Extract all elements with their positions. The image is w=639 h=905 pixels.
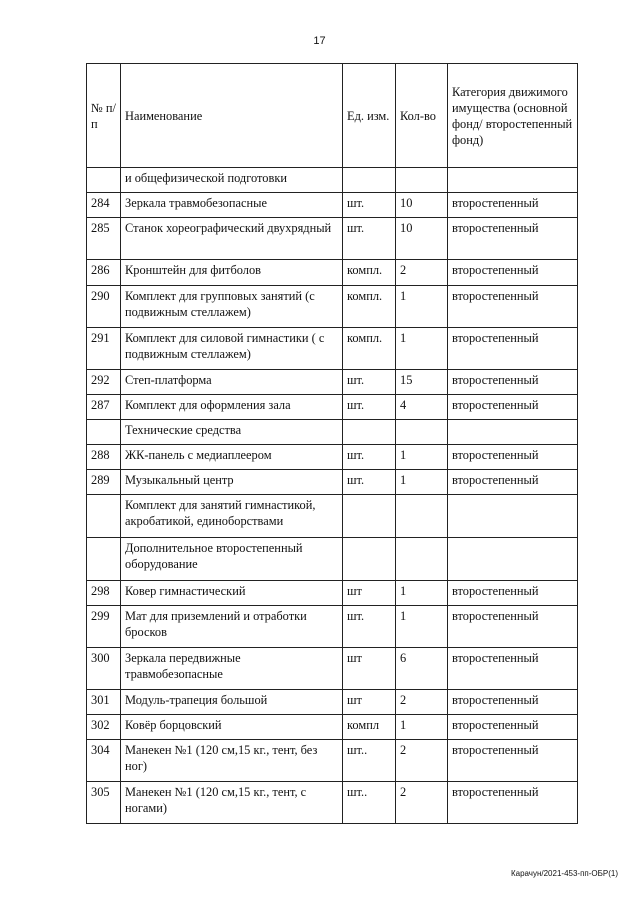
- cell-qty: 4: [396, 395, 448, 420]
- table-row: [87, 606, 578, 648]
- table-row: [87, 395, 578, 420]
- cell-category: второстепенный: [448, 690, 578, 715]
- cell-unit: шт.: [343, 370, 396, 395]
- table-row: [87, 193, 578, 218]
- cell-num: 288: [87, 445, 121, 470]
- table-row: [87, 648, 578, 690]
- cell-category: [448, 168, 578, 193]
- table-row: [87, 538, 578, 581]
- cell-num: 302: [87, 715, 121, 740]
- cell-unit: [343, 168, 396, 193]
- cell-name: Зеркала травмобезопасные: [121, 193, 343, 218]
- cell-name: Манекен №1 (120 см,15 кг., тент, без ног): [121, 740, 343, 782]
- cell-unit: шт.: [343, 218, 396, 260]
- cell-category: второстепенный: [448, 395, 578, 420]
- table-row: [87, 260, 578, 286]
- table-row: [87, 445, 578, 470]
- cell-qty: 1: [396, 328, 448, 370]
- cell-category: второстепенный: [448, 470, 578, 495]
- cell-name: Зеркала передвижные травмобезопасные: [121, 648, 343, 690]
- cell-name: Станок хореографический двухрядный: [121, 218, 343, 260]
- cell-unit: шт.: [343, 395, 396, 420]
- cell-num: 287: [87, 395, 121, 420]
- table-row: [87, 218, 578, 260]
- header-category: Категория движимого имущества (основной фонд/ второстепенный фонд): [448, 64, 578, 168]
- table-row: [87, 328, 578, 370]
- cell-name: Ковёр борцовский: [121, 715, 343, 740]
- cell-category: второстепенный: [448, 581, 578, 606]
- table-row: [87, 740, 578, 782]
- cell-category: [448, 495, 578, 538]
- cell-num: [87, 420, 121, 445]
- cell-qty: 2: [396, 740, 448, 782]
- cell-name: Комплект для силовой гимнастики ( с подвижным стеллажем): [121, 328, 343, 370]
- cell-name: Музыкальный центр: [121, 470, 343, 495]
- cell-unit: шт.: [343, 193, 396, 218]
- cell-category: второстепенный: [448, 286, 578, 328]
- cell-unit: компл.: [343, 286, 396, 328]
- cell-num: 305: [87, 782, 121, 824]
- cell-unit: [343, 420, 396, 445]
- cell-unit: [343, 495, 396, 538]
- cell-unit: шт: [343, 648, 396, 690]
- cell-num: 286: [87, 260, 121, 286]
- cell-category: второстепенный: [448, 715, 578, 740]
- cell-num: [87, 168, 121, 193]
- cell-num: 285: [87, 218, 121, 260]
- cell-name: ЖК-панель с медиаплеером: [121, 445, 343, 470]
- cell-num: [87, 538, 121, 581]
- table-row: [87, 168, 578, 193]
- cell-unit: шт: [343, 690, 396, 715]
- cell-name: Комплект для оформления зала: [121, 395, 343, 420]
- cell-num: 292: [87, 370, 121, 395]
- cell-unit: [343, 538, 396, 581]
- cell-qty: 1: [396, 606, 448, 648]
- inventory-table: [86, 63, 578, 824]
- cell-category: второстепенный: [448, 260, 578, 286]
- cell-num: 289: [87, 470, 121, 495]
- cell-qty: 1: [396, 470, 448, 495]
- document-footer: Карачун/2021-453-пп-ОБР(1): [510, 869, 618, 878]
- cell-qty: 2: [396, 782, 448, 824]
- cell-unit: шт..: [343, 782, 396, 824]
- cell-num: 300: [87, 648, 121, 690]
- header-unit: Ед. изм.: [343, 64, 396, 168]
- cell-name: Комплект для занятий гимнастикой, акробатикой, единоборствами: [121, 495, 343, 538]
- cell-category: второстепенный: [448, 328, 578, 370]
- table-header-row: [87, 64, 578, 168]
- table-row: [87, 286, 578, 328]
- cell-category: [448, 420, 578, 445]
- cell-name: Дополнительное второстепенный оборудование: [121, 538, 343, 581]
- cell-qty: [396, 538, 448, 581]
- cell-category: второстепенный: [448, 648, 578, 690]
- cell-qty: 1: [396, 286, 448, 328]
- cell-num: 284: [87, 193, 121, 218]
- cell-num: 299: [87, 606, 121, 648]
- cell-qty: 1: [396, 715, 448, 740]
- cell-category: [448, 538, 578, 581]
- cell-unit: шт.: [343, 606, 396, 648]
- cell-num: 298: [87, 581, 121, 606]
- cell-unit: шт.: [343, 470, 396, 495]
- cell-name: Комплект для групповых занятий (с подвижным стеллажем): [121, 286, 343, 328]
- cell-category: второстепенный: [448, 193, 578, 218]
- cell-qty: 1: [396, 581, 448, 606]
- cell-category: второстепенный: [448, 782, 578, 824]
- cell-unit: компл.: [343, 260, 396, 286]
- cell-name: Манекен №1 (120 см,15 кг., тент, с ногами): [121, 782, 343, 824]
- cell-qty: 10: [396, 218, 448, 260]
- cell-name: и общефизической подготовки: [121, 168, 343, 193]
- cell-num: [87, 495, 121, 538]
- cell-category: второстепенный: [448, 370, 578, 395]
- table-row: [87, 420, 578, 445]
- table-row: [87, 470, 578, 495]
- cell-num: 291: [87, 328, 121, 370]
- table-row: [87, 495, 578, 538]
- cell-qty: [396, 495, 448, 538]
- cell-unit: компл: [343, 715, 396, 740]
- cell-unit: шт.: [343, 445, 396, 470]
- header-num: № п/п: [87, 64, 121, 168]
- cell-name: Технические средства: [121, 420, 343, 445]
- cell-qty: 2: [396, 690, 448, 715]
- cell-qty: [396, 420, 448, 445]
- table-row: [87, 715, 578, 740]
- cell-category: второстепенный: [448, 606, 578, 648]
- page-number: 17: [313, 35, 326, 47]
- cell-qty: 15: [396, 370, 448, 395]
- cell-unit: шт: [343, 581, 396, 606]
- cell-name: Степ-платформа: [121, 370, 343, 395]
- cell-qty: [396, 168, 448, 193]
- header-name: Наименование: [121, 64, 343, 168]
- cell-category: второстепенный: [448, 445, 578, 470]
- cell-name: Модуль-трапеция большой: [121, 690, 343, 715]
- cell-name: Кронштейн для фитболов: [121, 260, 343, 286]
- cell-num: 301: [87, 690, 121, 715]
- cell-qty: 2: [396, 260, 448, 286]
- header-qty: Кол-во: [396, 64, 448, 168]
- table-row: [87, 782, 578, 824]
- cell-name: Ковер гимнастический: [121, 581, 343, 606]
- cell-category: второстепенный: [448, 740, 578, 782]
- table-row: [87, 581, 578, 606]
- cell-qty: 6: [396, 648, 448, 690]
- cell-qty: 1: [396, 445, 448, 470]
- cell-name: Мат для приземлений и отработки бросков: [121, 606, 343, 648]
- cell-num: 290: [87, 286, 121, 328]
- cell-category: второстепенный: [448, 218, 578, 260]
- cell-num: 304: [87, 740, 121, 782]
- table-row: [87, 370, 578, 395]
- cell-qty: 10: [396, 193, 448, 218]
- cell-unit: компл.: [343, 328, 396, 370]
- table-row: [87, 690, 578, 715]
- cell-unit: шт..: [343, 740, 396, 782]
